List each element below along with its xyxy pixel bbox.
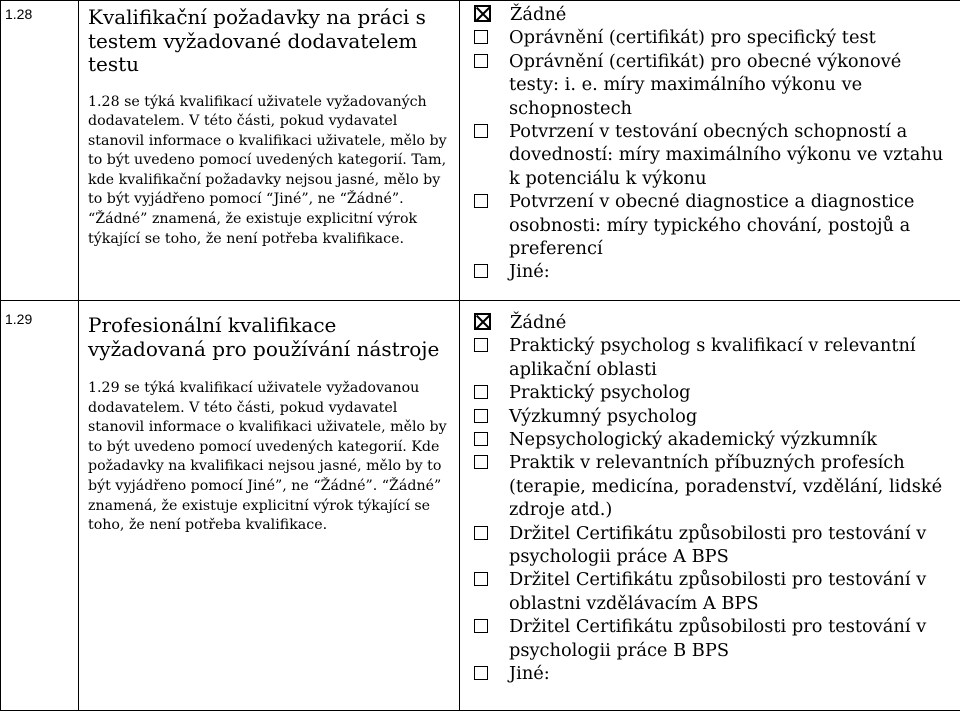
checkbox-icon[interactable] [474, 54, 488, 68]
options-list [460, 1, 960, 284]
option-label: Praktik v relevantních příbuzných profesích (terapie, medicína, poradenství, vzdělání, lidské zdroje atd.) [509, 452, 943, 521]
item-number-cell [1, 301, 79, 711]
checked-checkbox-icon[interactable] [474, 5, 491, 22]
option-label: Žádné [510, 312, 567, 333]
option-bps-educational-a[interactable] [474, 568, 954, 615]
option-none[interactable] [474, 311, 954, 334]
option-label: Jiné: [509, 261, 550, 283]
table-row-1-29 [1, 301, 960, 711]
option-label: Výzkumný psycholog [509, 405, 698, 427]
checked-checkbox-icon[interactable] [474, 313, 491, 330]
item-title: Kvalifikační požadavky na práci s testem vyžadované dodavatelem testu [88, 5, 426, 76]
option-practitioner[interactable] [474, 381, 954, 404]
option-related-professions[interactable] [474, 451, 954, 521]
checkbox-icon[interactable] [474, 194, 488, 208]
option-practitioner-relevant-area[interactable] [474, 334, 954, 381]
option-other[interactable] [474, 260, 954, 283]
item-number: 1.29 [5, 311, 33, 327]
option-non-psychology-researcher[interactable] [474, 428, 954, 451]
option-personality-diagnostics-certification[interactable] [474, 190, 954, 260]
checkbox-icon[interactable] [474, 264, 488, 278]
checkbox-icon[interactable] [474, 338, 488, 352]
checkbox-icon[interactable] [474, 666, 488, 680]
option-specific-test-license[interactable] [474, 26, 954, 49]
option-ability-testing-certification[interactable] [474, 120, 954, 190]
option-label: Držitel Certifikátu způsobilosti pro testování v oblastni vzdělávacím A BPS [509, 569, 927, 614]
option-other[interactable] [474, 662, 954, 685]
option-label: Oprávnění (certifikát) pro obecné výkonové testy: i. e. míry maximálního výkonu ve schopnostech [509, 50, 902, 119]
option-bps-occupational-b[interactable] [474, 615, 954, 662]
item-description: 1.29 se týká kvalifikací uživatele vyžadovanou dodavatelem. V této části, pokud vydavatel stanovil informace o kvalifikaci uživatele, mělo by to být uvedeno pomocí uvedených kategorií. Kde požadavky na kvalifikaci nejsou jasné, mělo by to být vyjádřeno pomocí Jiné”, ne “Žádné”. “Žádné” znamená, že existuje explicitní výrok týkající se toho, že není potřeba kvalifikace. [88, 380, 447, 534]
checkbox-icon[interactable] [474, 432, 488, 446]
table-row-1-28 [1, 1, 960, 301]
option-label: Potvrzení v testování obecných schopností a dovedností: míry maximálního výkonu ve vztahu k potenciálu k výkonu [509, 121, 944, 189]
option-label: Potvrzení v obecné diagnostice a diagnostice osobnosti: míry typického chování, postojů a preferencí [509, 191, 915, 260]
checkbox-icon[interactable] [474, 385, 488, 399]
item-text-cell [79, 301, 460, 711]
option-general-performance-license[interactable] [474, 50, 954, 120]
option-bps-occupational-a[interactable] [474, 522, 954, 569]
option-label: Nepsychologický akademický výzkumník [509, 429, 877, 451]
options-cell [460, 301, 960, 711]
option-research-psychologist[interactable] [474, 405, 954, 428]
checkbox-icon[interactable] [474, 526, 488, 540]
option-label: Oprávnění (certifikát) pro specifický test [509, 27, 876, 49]
checkbox-icon[interactable] [474, 30, 488, 44]
options-cell [460, 1, 960, 301]
option-label: Držitel Certifikátu způsobilosti pro testování v psychologii práce B BPS [509, 616, 927, 661]
item-number-cell [1, 1, 79, 301]
option-label: Držitel Certifikátu způsobilosti pro testování v psychologii práce A BPS [509, 522, 927, 568]
option-none[interactable] [474, 3, 954, 26]
option-label: Žádné [510, 4, 567, 25]
checkbox-icon[interactable] [474, 619, 488, 633]
option-label: Praktický psycholog s kvalifikací v relevantní aplikační oblasti [509, 335, 916, 380]
checkbox-icon[interactable] [474, 124, 488, 138]
option-label: Jiné: [509, 663, 550, 685]
item-number: 1.28 [5, 6, 33, 22]
checkbox-icon[interactable] [474, 409, 488, 423]
checkbox-icon[interactable] [474, 455, 488, 469]
options-list [460, 301, 960, 686]
item-text-cell [79, 1, 460, 301]
option-label: Praktický psycholog [509, 382, 691, 404]
item-title: Profesionální kvalifikace vyžadovaná pro používání nástroje [88, 313, 440, 361]
checkbox-icon[interactable] [474, 572, 488, 586]
item-description: 1.28 se týká kvalifikací uživatele vyžadovaných dodavatelem. V této části, pokud vydavatel stanovil informace o kvalifikaci uživatele, mělo by to být uvedeno pomocí uvedených kategorií. Tam, kde kvalifikační požadavky nejsou jasné, mělo by to být vyjádřeno pomocí “Jiné”, ne “Žádné”. “Žádné” znamená, že existuje explicitní výrok týkající se toho, že není potřeba kvalifikace. [88, 93, 447, 247]
